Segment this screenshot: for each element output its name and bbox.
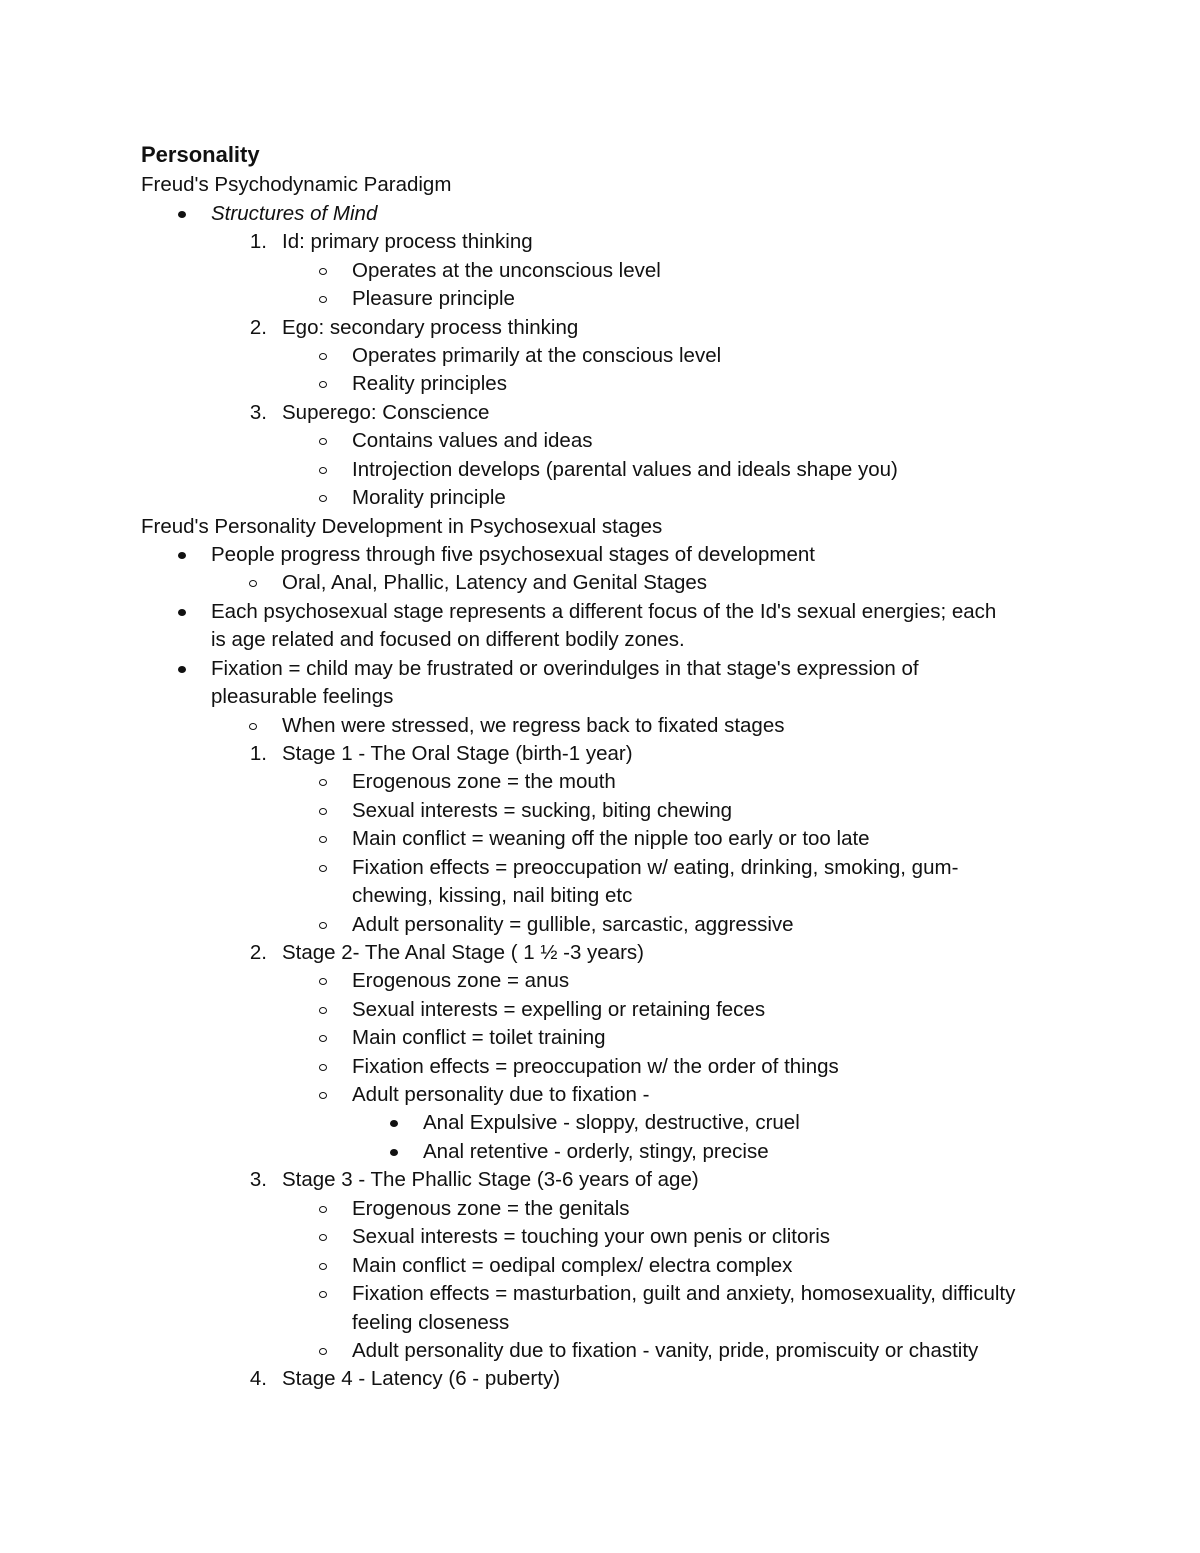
sub-item-continuation (0, 1309, 1200, 1337)
title-text: Personality (141, 142, 260, 167)
bullet-circle-icon (319, 1092, 327, 1099)
numbered-item (0, 740, 1200, 768)
item-number: 2. (249, 940, 267, 964)
sub-item-text: Main conflict = weaning off the nipple too early or too late (352, 827, 870, 850)
sub-sub-item-text: Anal Expulsive - sloppy, destructive, cruel (423, 1111, 800, 1134)
sub-item (0, 768, 1200, 796)
sub-item-text: When were stressed, we regress back to fixated stages (282, 713, 785, 737)
section-heading-text: Freud's Psychodynamic Paradigm (141, 173, 452, 196)
bullet-disc-icon (390, 1149, 398, 1156)
item-number: 1. (249, 742, 267, 765)
list-item-continuation (0, 683, 1200, 711)
sub-item-text: Fixation effects = preoccupation w/ eating, drinking, smoking, gum- (352, 855, 959, 879)
bullet-circle-icon (319, 1206, 327, 1213)
numbered-item-text: Stage 3 - The Phallic Stage (3-6 years of age) (282, 1168, 699, 1191)
list-item (0, 655, 1200, 683)
sub-item (0, 456, 1200, 484)
bullet-disc-icon (178, 666, 186, 673)
sub-item (0, 1252, 1200, 1280)
numbered-item (0, 939, 1200, 967)
sub-item (0, 285, 1200, 313)
numbered-item (0, 1166, 1200, 1194)
bullet-circle-icon (319, 381, 327, 388)
bullet-circle-icon (319, 438, 327, 445)
item-number: 3. (249, 400, 267, 424)
list-item-text: People progress through five psychosexual stages of development (211, 543, 815, 566)
sub-item (0, 797, 1200, 825)
numbered-item (0, 1365, 1200, 1393)
section-heading-text: Freud's Personality Development in Psychosexual stages (141, 514, 663, 538)
bullet-circle-icon (319, 1007, 327, 1014)
sub-item (0, 484, 1200, 512)
list-item (0, 598, 1200, 626)
sub-item-text: Operates primarily at the conscious level (352, 344, 722, 367)
sub-sub-item (0, 1138, 1200, 1166)
sub-item (0, 1223, 1200, 1251)
sub-item (0, 427, 1200, 455)
bullet-circle-icon (319, 1064, 327, 1071)
list-item-text: is age related and focused on different bodily zones. (211, 628, 685, 651)
numbered-item-text: Stage 2- The Anal Stage ( 1 ½ -3 years) (282, 940, 644, 964)
sub-item-text: Erogenous zone = the genitals (352, 1196, 630, 1220)
sub-item-text: Oral, Anal, Phallic, Latency and Genital Stages (282, 571, 708, 594)
bullet-disc-icon (178, 552, 186, 559)
sub-item-text: Erogenous zone = anus (352, 969, 570, 992)
bullet-circle-icon (319, 1263, 327, 1270)
numbered-item (0, 314, 1200, 342)
bullet-circle-icon (319, 978, 327, 985)
sub-item (0, 1053, 1200, 1081)
bullet-disc-icon (390, 1120, 398, 1127)
sub-item (0, 1024, 1200, 1052)
sub-item-text: Sexual interests = expelling or retaining feces (352, 997, 766, 1021)
numbered-item-text: Ego: secondary process thinking (282, 315, 579, 339)
sub-item (0, 996, 1200, 1024)
list-item-text: Fixation = child may be frustrated or overindulges in that stage's expression of (211, 656, 919, 680)
sub-item-text: Reality principles (352, 372, 507, 395)
numbered-item-text: Stage 1 - The Oral Stage (birth-1 year) (282, 742, 633, 765)
bullet-circle-icon (319, 808, 327, 815)
page-title (0, 141, 1200, 169)
sub-item-text: Fixation effects = masturbation, guilt and anxiety, homosexuality, difficulty (352, 1282, 1016, 1305)
bullet-circle-icon (319, 1291, 327, 1298)
sub-item (0, 854, 1200, 882)
numbered-item-text: Id: primary process thinking (282, 230, 533, 253)
bullet-circle-icon (319, 779, 327, 786)
numbered-item (0, 228, 1200, 256)
sub-item (0, 911, 1200, 939)
sub-item (0, 569, 1200, 597)
item-number: 4. (249, 1367, 267, 1390)
bullet-circle-icon (319, 836, 327, 843)
sub-item-text: Fixation effects = preoccupation w/ the order of things (352, 1054, 839, 1078)
bullet-disc-icon (178, 211, 186, 218)
sub-item-text: Pleasure principle (352, 287, 515, 310)
sub-item-text: Main conflict = oedipal complex/ electra complex (352, 1253, 793, 1277)
item-number: 3. (249, 1168, 267, 1191)
numbered-item (0, 399, 1200, 427)
sub-item (0, 370, 1200, 398)
sub-item-text: Operates at the unconscious level (352, 258, 661, 282)
list-item-text: Each psychosexual stage represents a different focus of the Id's sexual energies; each (211, 599, 997, 623)
bullet-circle-icon (319, 467, 327, 474)
sub-item (0, 825, 1200, 853)
sub-item-text: Main conflict = toilet training (352, 1026, 606, 1049)
sub-item-text: Morality principle (352, 486, 506, 509)
sub-item-text: chewing, kissing, nail biting etc (352, 884, 633, 907)
sub-item-text: Adult personality due to fixation - (352, 1083, 650, 1106)
item-number: 2. (249, 315, 267, 339)
sub-sub-item-text: Anal retentive - orderly, stingy, precise (423, 1139, 769, 1163)
sub-item (0, 1195, 1200, 1223)
sub-item-text: Adult personality due to fixation - vanity, pride, promiscuity or chastity (352, 1339, 979, 1362)
sub-item-continuation (0, 882, 1200, 910)
sub-item-text: Introjection develops (parental values and ideals shape you) (352, 457, 898, 481)
bullet-circle-icon (319, 268, 327, 275)
sub-item (0, 1081, 1200, 1109)
list-item (0, 541, 1200, 569)
sub-item (0, 342, 1200, 370)
sub-sub-item (0, 1109, 1200, 1137)
numbered-item-text: Stage 4 - Latency (6 - puberty) (282, 1367, 561, 1390)
bullet-circle-icon (249, 580, 257, 587)
bullet-circle-icon (319, 865, 327, 872)
bullet-circle-icon (319, 1348, 327, 1355)
bullet-circle-icon (319, 296, 327, 303)
sub-item-text: Erogenous zone = the mouth (352, 770, 616, 793)
bullet-circle-icon (319, 1035, 327, 1042)
bullet-circle-icon (319, 495, 327, 502)
list-item-continuation (0, 626, 1200, 654)
section-heading (0, 171, 1200, 199)
list-item (0, 200, 1200, 228)
bullet-circle-icon (319, 922, 327, 929)
sub-item (0, 712, 1200, 740)
sub-item-text: Sexual interests = touching your own penis or clitoris (352, 1225, 831, 1248)
sub-item (0, 1337, 1200, 1365)
sub-item-text: feeling closeness (352, 1310, 510, 1334)
sub-item-text: Adult personality = gullible, sarcastic, aggressive (352, 912, 794, 936)
item-number: 1. (249, 230, 267, 253)
section-heading (0, 513, 1200, 541)
sub-item (0, 967, 1200, 995)
numbered-item-text: Superego: Conscience (282, 400, 490, 424)
sub-item-text: Contains values and ideas (352, 429, 593, 452)
bullet-disc-icon (178, 609, 186, 616)
sub-item-text: Sexual interests = sucking, biting chewing (352, 798, 733, 822)
bullet-circle-icon (249, 723, 257, 730)
bullet-circle-icon (319, 353, 327, 360)
sub-item (0, 257, 1200, 285)
bullet-circle-icon (319, 1234, 327, 1241)
list-item-text: Structures of Mind (211, 201, 378, 225)
sub-item (0, 1280, 1200, 1308)
list-item-text: pleasurable feelings (211, 685, 394, 708)
